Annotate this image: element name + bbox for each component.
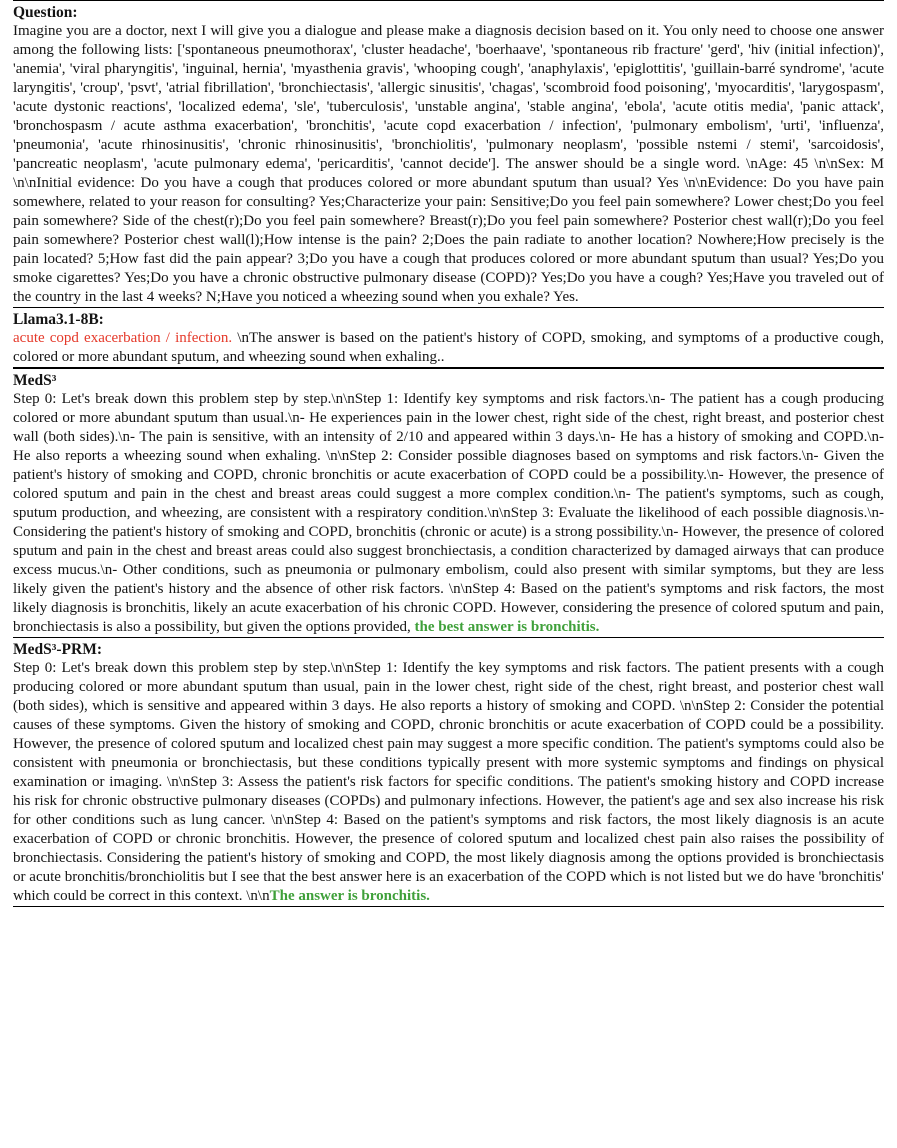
meds3-prm-reasoning: Step 0: Let's break down this problem step by step.\n\nStep 1: Identify the key symptoms and risk factors. The patient presents with a cough producing colored or more abundant sputum than usual, pain in the lower chest, right side of the chest, right breast, and posterior chest wall (both sides), which is sensitive and appeared within 3 days. He also reports a history of smoking and COPD. \n\nStep 2: Consider the potential causes of these symptoms. Given the history of smoking and COPD, chronic bronchitis or acute exacerbation of COPD could be a possibility. However, the presence of colored sputum and localized chest pain may suggest a more specific condition. The patient's symptoms could also be consistent with pneumonia or bronchiectasis, but these conditions typically present with more systemic symptoms and findings on physical examination or imaging. \n\nStep 3: Assess the patient's risk factors for specific conditions. The patient's smoking history and COPD increase his risk for chronic obstructive pulmonary diseases (COPDs) and pulmonary infections. However, the patient's age and sex also increase his risk for other conditions such as lung cancer. \n\nStep 4: Based on the patient's symptoms and risk factors, the most likely diagnosis is an acute exacerbation of COPD or chronic bronchitis. However, the presence of colored sputum and localized chest pain also raises the possibility of bronchiectasis. Considering the patient's history of smoking and COPD, the most likely diagnosis among the options provided is bronchiectasis or acute bronchitis/bronchiolitis but I see that the best answer here is an exacerbation of the COPD which is not listed but we do have 'bronchitis' which could be correct in this context. \n\n [13,660,884,904]
llama-section [13,310,884,367]
meds3-prm-divider [13,637,884,638]
llama-explanation: \nThe answer is based on the patient's history of COPD, smoking, and symptoms of a productive cough, colored or more abundant sputum, and wheezing sound when exhaling.. [13,330,884,365]
question-llama-divider [13,307,884,308]
question-heading: Question: [13,4,78,21]
question-body: Imagine you are a doctor, next I will give you a dialogue and please make a diagnosis decision based on it. You only need to choose one answer among the following lists: ['spontaneous pneumothorax', 'cluster headache', 'boerhaave', 'spontaneous rib fracture' 'gerd', 'hiv (initial infection)', 'anemia', 'viral pharyngitis', 'inguinal, hernia', 'myasthenia gravis', 'whooping cough', 'anaphylaxis', 'epiglottitis', 'guillain-barré syndrome', 'acute laryngitis', 'croup', 'psvt', 'atrial fibrillation', 'bronchiectasis', 'allergic sinusitis', 'chagas', 'scombroid food poisoning', 'myocarditis', 'larygospasm', 'acute dystonic reactions', 'localized edema', 'sle', 'tuberculosis', 'unstable angina', 'stable angina', 'ebola', 'acute otitis media', 'panic attack', 'bronchospasm / acute asthma exacerbation', 'bronchitis', 'acute copd exacerbation / infection', 'pulmonary embolism', 'urti', 'influenza', 'pneumonia', 'acute rhinosinusitis', 'chronic rhinosinusitis', 'bronchiolitis', 'pulmonary neoplasm', 'possible nstemi / stemi', 'sarcoidosis', 'pancreatic neoplasm', 'acute pulmonary edema', 'pericarditis', 'cannot decide']. The answer should be a single word. \nAge: 45 \n\nSex: M \n\nInitial evidence: Do you have a cough that produces colored or more abundant sputum than usual? Yes \n\nEvidence: Do you have pain somewhere, related to your reason for consulting? Yes;Characterize your pain: Sensitive;Do you feel pain somewhere? Lower chest;Do you feel pain somewhere? Side of the chest(r);Do you feel pain somewhere? Breast(r);Do you feel pain somewhere? Posterior chest wall(r);Do you feel pain somewhere? Posterior chest wall(l);How intense is the pain? 2;Does the pain radiate to another location? Nowhere;How precisely is the pain located? 5;How fast did the pain appear? 3;Do you have a cough that produces colored or more abundant sputum than usual? Yes;Do you smoke cigarettes? Yes;Do you have a chronic obstructive pulmonary disease (COPD)? Yes;Do you have a cough? Yes;Have you traveled out of the country in the last 4 weeks? N;Have you noticed a wheezing sound when you exhale? Yes. [13,23,884,305]
meds3-conclusion-green: the best answer is bronchitis. [414,619,600,635]
meds3-heading: MedS³ [13,372,57,389]
meds3-section [13,371,884,637]
llama-body [13,329,884,367]
meds3-prm-heading: MedS³-PRM: [13,641,103,658]
meds3-prm-body [13,659,884,906]
llama-heading: Llama3.1-8B: [13,311,104,328]
meds3-reasoning: Step 0: Let's break down this problem step by step.\n\nStep 1: Identify key symptoms and risk factors.\n- The patient has a cough producing colored or more abundant sputum than usual.\n- He experiences pain in the lower chest, right side of the chest, right breast, and posterior chest wall (both sides).\n- The pain is sensitive, with an intensity of 2/10 and appeared within 3 days.\n- He has a history of smoking and COPD.\n- He also reports a wheezing sound when exhaling. \n\nStep 2: Consider possible diagnoses based on symptoms and risk factors.\n- Given the patient's history of smoking and COPD, chronic bronchitis or acute exacerbation of COPD could be a possibility.\n- However, the presence of colored sputum and pain in the chest and breast areas could suggest a more complex condition.\n- The patient's symptoms, such as cough, sputum production, and wheezing, are consistent with a respiratory condition.\n\nStep 3: Evaluate the likelihood of each possible diagnosis.\n- Considering the patient's history of smoking and COPD, bronchitis (chronic or acute) is a strong possibility.\n- However, the presence of colored sputum and pain in the chest and breast areas could also suggest bronchiectasis, a condition characterized by damaged airways that can produce excess mucus.\n- Other conditions, such as pneumonia or pulmonary embolism, could also present with similar symptoms, but they are less likely given the patient's history and the absence of other risk factors. \n\nStep 4: Based on the patient's symptoms and risk factors, the most likely diagnosis is bronchitis, likely an acute exacerbation of his chronic COPD. However, considering the presence of colored sputum and pain, bronchiectasis is also a possibility, but given the options provided, [13,391,884,635]
question-section [13,3,884,307]
meds3-prm-section [13,640,884,906]
top-divider [13,0,884,1]
llama-answer-red: acute copd exacerbation / infection. [13,330,238,346]
bottom-divider [13,906,884,907]
llama-meds3-divider-b [13,368,884,369]
meds3-prm-conclusion-green: The answer is bronchitis. [269,888,430,904]
meds3-body [13,390,884,637]
